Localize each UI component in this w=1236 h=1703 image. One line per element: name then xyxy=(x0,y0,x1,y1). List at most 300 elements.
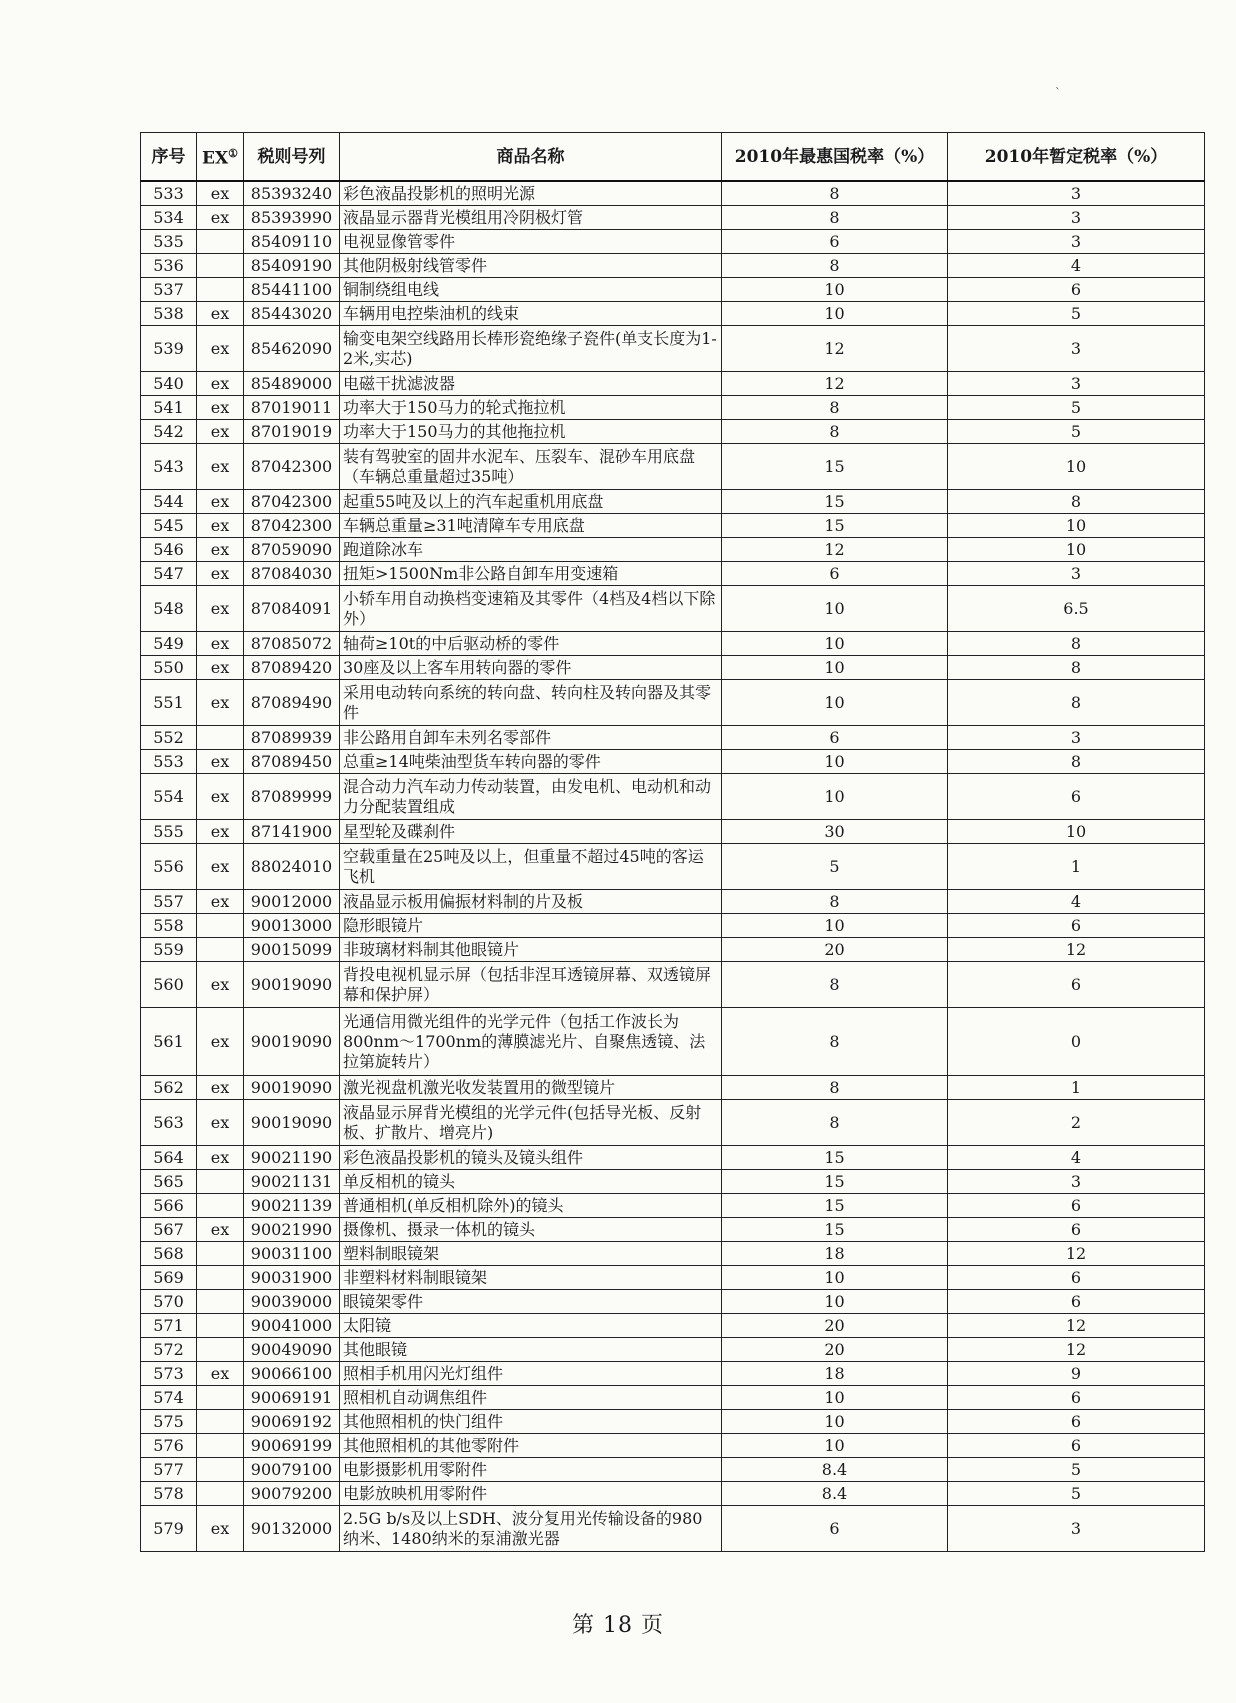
cell-ex: ex xyxy=(197,1146,244,1170)
table-row xyxy=(141,1434,1205,1458)
table-row xyxy=(141,1290,1205,1314)
cell-seq: 573 xyxy=(141,1362,197,1386)
header-provisional-rate: 2010年暂定税率（%） xyxy=(948,133,1205,182)
cell-seq: 564 xyxy=(141,1146,197,1170)
cell-mfn-rate: 18 xyxy=(722,1362,948,1386)
cell-mfn-rate: 6 xyxy=(722,562,948,586)
cell-provisional-rate: 4 xyxy=(948,254,1205,278)
table-row xyxy=(141,1506,1205,1552)
cell-ex: ex xyxy=(197,1076,244,1100)
table-row xyxy=(141,962,1205,1008)
cell-code: 90079100 xyxy=(244,1458,340,1482)
cell-provisional-rate: 5 xyxy=(948,302,1205,326)
cell-name: 彩色液晶投影机的照明光源 xyxy=(340,181,722,206)
cell-code: 87089490 xyxy=(244,680,340,726)
cell-ex: ex xyxy=(197,206,244,230)
cell-mfn-rate: 20 xyxy=(722,938,948,962)
cell-ex: ex xyxy=(197,656,244,680)
cell-mfn-rate: 10 xyxy=(722,680,948,726)
cell-provisional-rate: 4 xyxy=(948,1146,1205,1170)
cell-ex xyxy=(197,1458,244,1482)
table-row xyxy=(141,656,1205,680)
cell-mfn-rate: 20 xyxy=(722,1338,948,1362)
cell-code: 87089420 xyxy=(244,656,340,680)
cell-seq: 548 xyxy=(141,586,197,632)
cell-provisional-rate: 9 xyxy=(948,1362,1205,1386)
cell-mfn-rate: 15 xyxy=(722,1146,948,1170)
table-row xyxy=(141,1242,1205,1266)
cell-name: 铜制绕组电线 xyxy=(340,278,722,302)
cell-seq: 556 xyxy=(141,844,197,890)
cell-mfn-rate: 8 xyxy=(722,962,948,1008)
cell-ex: ex xyxy=(197,1008,244,1076)
cell-ex xyxy=(197,254,244,278)
cell-name: 电影摄影机用零附件 xyxy=(340,1458,722,1482)
cell-provisional-rate: 6 xyxy=(948,1386,1205,1410)
cell-ex xyxy=(197,230,244,254)
cell-seq: 578 xyxy=(141,1482,197,1506)
table-row xyxy=(141,844,1205,890)
cell-ex xyxy=(197,1242,244,1266)
cell-mfn-rate: 10 xyxy=(722,914,948,938)
cell-code: 90021190 xyxy=(244,1146,340,1170)
cell-seq: 539 xyxy=(141,326,197,372)
cell-mfn-rate: 12 xyxy=(722,326,948,372)
cell-provisional-rate: 5 xyxy=(948,1458,1205,1482)
cell-name: 空载重量在25吨及以上，但重量不超过45吨的客运飞机 xyxy=(340,844,722,890)
cell-code: 87042300 xyxy=(244,514,340,538)
cell-ex xyxy=(197,1482,244,1506)
cell-code: 87089450 xyxy=(244,750,340,774)
cell-code: 85393990 xyxy=(244,206,340,230)
cell-ex xyxy=(197,278,244,302)
cell-ex: ex xyxy=(197,632,244,656)
cell-code: 87042300 xyxy=(244,490,340,514)
cell-code: 87089999 xyxy=(244,774,340,820)
cell-name: 总重≥14吨柴油型货车转向器的零件 xyxy=(340,750,722,774)
cell-code: 87141900 xyxy=(244,820,340,844)
cell-seq: 565 xyxy=(141,1170,197,1194)
cell-seq: 576 xyxy=(141,1434,197,1458)
cell-name: 太阳镜 xyxy=(340,1314,722,1338)
cell-name: 采用电动转向系统的转向盘、转向柱及转向器及其零件 xyxy=(340,680,722,726)
cell-code: 87059090 xyxy=(244,538,340,562)
header-mfn-rate: 2010年最惠国税率（%） xyxy=(722,133,948,182)
cell-name: 塑料制眼镜架 xyxy=(340,1242,722,1266)
table-row xyxy=(141,444,1205,490)
cell-code: 85462090 xyxy=(244,326,340,372)
table-row xyxy=(141,774,1205,820)
table-row xyxy=(141,1218,1205,1242)
cell-name: 混合动力汽车动力传动装置，由发电机、电动机和动力分配装置组成 xyxy=(340,774,722,820)
cell-code: 90031100 xyxy=(244,1242,340,1266)
cell-ex: ex xyxy=(197,1362,244,1386)
cell-ex: ex xyxy=(197,538,244,562)
cell-seq: 563 xyxy=(141,1100,197,1146)
cell-code: 85393240 xyxy=(244,181,340,206)
table-row xyxy=(141,1266,1205,1290)
cell-provisional-rate: 0 xyxy=(948,1008,1205,1076)
scan-mark: ` xyxy=(1055,86,1061,100)
cell-seq: 562 xyxy=(141,1076,197,1100)
table-row xyxy=(141,538,1205,562)
cell-provisional-rate: 12 xyxy=(948,1338,1205,1362)
cell-code: 90019090 xyxy=(244,1008,340,1076)
cell-provisional-rate: 6 xyxy=(948,914,1205,938)
cell-name: 照相机自动调焦组件 xyxy=(340,1386,722,1410)
cell-code: 87042300 xyxy=(244,444,340,490)
cell-ex: ex xyxy=(197,586,244,632)
table-row xyxy=(141,181,1205,206)
cell-mfn-rate: 8 xyxy=(722,396,948,420)
cell-seq: 570 xyxy=(141,1290,197,1314)
cell-provisional-rate: 4 xyxy=(948,890,1205,914)
cell-name: 扭矩>1500Nm非公路自卸车用变速箱 xyxy=(340,562,722,586)
cell-seq: 574 xyxy=(141,1386,197,1410)
cell-mfn-rate: 10 xyxy=(722,750,948,774)
cell-code: 90021131 xyxy=(244,1170,340,1194)
cell-seq: 547 xyxy=(141,562,197,586)
cell-code: 87084091 xyxy=(244,586,340,632)
cell-ex: ex xyxy=(197,1100,244,1146)
cell-seq: 538 xyxy=(141,302,197,326)
cell-code: 90031900 xyxy=(244,1266,340,1290)
cell-name: 星型轮及碟刹件 xyxy=(340,820,722,844)
cell-mfn-rate: 10 xyxy=(722,656,948,680)
cell-code: 87019019 xyxy=(244,420,340,444)
cell-mfn-rate: 10 xyxy=(722,774,948,820)
cell-mfn-rate: 15 xyxy=(722,514,948,538)
cell-ex: ex xyxy=(197,326,244,372)
cell-provisional-rate: 8 xyxy=(948,750,1205,774)
cell-seq: 534 xyxy=(141,206,197,230)
table-row xyxy=(141,230,1205,254)
cell-provisional-rate: 10 xyxy=(948,538,1205,562)
cell-code: 87085072 xyxy=(244,632,340,656)
cell-ex: ex xyxy=(197,181,244,206)
table-row xyxy=(141,632,1205,656)
cell-seq: 568 xyxy=(141,1242,197,1266)
cell-provisional-rate: 3 xyxy=(948,181,1205,206)
cell-provisional-rate: 3 xyxy=(948,562,1205,586)
cell-mfn-rate: 8.4 xyxy=(722,1458,948,1482)
table-row xyxy=(141,680,1205,726)
cell-name: 激光视盘机激光收发装置用的微型镜片 xyxy=(340,1076,722,1100)
cell-seq: 544 xyxy=(141,490,197,514)
table-row xyxy=(141,890,1205,914)
cell-code: 85409110 xyxy=(244,230,340,254)
cell-name: 其他照相机的其他零附件 xyxy=(340,1434,722,1458)
cell-seq: 542 xyxy=(141,420,197,444)
cell-ex: ex xyxy=(197,1218,244,1242)
table-row xyxy=(141,1362,1205,1386)
table-row xyxy=(141,206,1205,230)
cell-name: 功率大于150马力的轮式拖拉机 xyxy=(340,396,722,420)
cell-name: 车辆用电控柴油机的线束 xyxy=(340,302,722,326)
cell-mfn-rate: 10 xyxy=(722,1386,948,1410)
cell-name: 背投电视机显示屏（包括非涅耳透镜屏幕、双透镜屏幕和保护屏） xyxy=(340,962,722,1008)
cell-provisional-rate: 8 xyxy=(948,490,1205,514)
cell-provisional-rate: 1 xyxy=(948,844,1205,890)
header-ex-footnote: ① xyxy=(228,147,239,161)
cell-mfn-rate: 15 xyxy=(722,1218,948,1242)
table-row xyxy=(141,1008,1205,1076)
cell-ex: ex xyxy=(197,820,244,844)
cell-code: 90066100 xyxy=(244,1362,340,1386)
cell-mfn-rate: 8 xyxy=(722,181,948,206)
cell-name: 其他眼镜 xyxy=(340,1338,722,1362)
cell-seq: 550 xyxy=(141,656,197,680)
cell-provisional-rate: 2 xyxy=(948,1100,1205,1146)
cell-provisional-rate: 10 xyxy=(948,514,1205,538)
cell-seq: 554 xyxy=(141,774,197,820)
cell-ex xyxy=(197,1194,244,1218)
cell-ex: ex xyxy=(197,514,244,538)
cell-provisional-rate: 12 xyxy=(948,1242,1205,1266)
table-row xyxy=(141,586,1205,632)
cell-name: 电磁干扰滤波器 xyxy=(340,372,722,396)
cell-ex: ex xyxy=(197,372,244,396)
cell-name: 跑道除冰车 xyxy=(340,538,722,562)
cell-provisional-rate: 12 xyxy=(948,938,1205,962)
cell-seq: 557 xyxy=(141,890,197,914)
cell-provisional-rate: 6 xyxy=(948,1266,1205,1290)
cell-code: 90069199 xyxy=(244,1434,340,1458)
cell-ex xyxy=(197,726,244,750)
cell-ex: ex xyxy=(197,490,244,514)
cell-provisional-rate: 8 xyxy=(948,632,1205,656)
cell-provisional-rate: 6.5 xyxy=(948,586,1205,632)
table-row xyxy=(141,1482,1205,1506)
cell-mfn-rate: 12 xyxy=(722,538,948,562)
cell-provisional-rate: 6 xyxy=(948,1410,1205,1434)
table-row xyxy=(141,562,1205,586)
cell-mfn-rate: 6 xyxy=(722,230,948,254)
table-row xyxy=(141,914,1205,938)
table-row xyxy=(141,490,1205,514)
cell-code: 90069191 xyxy=(244,1386,340,1410)
cell-mfn-rate: 15 xyxy=(722,490,948,514)
cell-mfn-rate: 10 xyxy=(722,632,948,656)
cell-seq: 559 xyxy=(141,938,197,962)
cell-seq: 543 xyxy=(141,444,197,490)
cell-code: 85489000 xyxy=(244,372,340,396)
table-row xyxy=(141,514,1205,538)
cell-mfn-rate: 6 xyxy=(722,726,948,750)
cell-ex xyxy=(197,938,244,962)
cell-code: 90041000 xyxy=(244,1314,340,1338)
table-row xyxy=(141,1170,1205,1194)
cell-provisional-rate: 5 xyxy=(948,396,1205,420)
cell-provisional-rate: 5 xyxy=(948,420,1205,444)
cell-code: 87084030 xyxy=(244,562,340,586)
cell-provisional-rate: 3 xyxy=(948,726,1205,750)
cell-mfn-rate: 8 xyxy=(722,1076,948,1100)
cell-seq: 558 xyxy=(141,914,197,938)
cell-code: 90039000 xyxy=(244,1290,340,1314)
cell-mfn-rate: 8 xyxy=(722,254,948,278)
cell-mfn-rate: 30 xyxy=(722,820,948,844)
cell-seq: 537 xyxy=(141,278,197,302)
table-row xyxy=(141,750,1205,774)
cell-name: 液晶显示板用偏振材料制的片及板 xyxy=(340,890,722,914)
cell-provisional-rate: 8 xyxy=(948,656,1205,680)
table-row xyxy=(141,372,1205,396)
cell-provisional-rate: 3 xyxy=(948,230,1205,254)
cell-ex: ex xyxy=(197,1506,244,1552)
cell-name: 液晶显示屏背光模组的光学元件(包括导光板、反射板、扩散片、增亮片) xyxy=(340,1100,722,1146)
table-row xyxy=(141,302,1205,326)
cell-ex xyxy=(197,1434,244,1458)
cell-name: 液晶显示器背光模组用冷阴极灯管 xyxy=(340,206,722,230)
table-row xyxy=(141,278,1205,302)
cell-code: 90049090 xyxy=(244,1338,340,1362)
cell-name: 起重55吨及以上的汽车起重机用底盘 xyxy=(340,490,722,514)
cell-ex: ex xyxy=(197,420,244,444)
cell-ex: ex xyxy=(197,680,244,726)
cell-seq: 561 xyxy=(141,1008,197,1076)
cell-mfn-rate: 15 xyxy=(722,444,948,490)
cell-provisional-rate: 1 xyxy=(948,1076,1205,1100)
cell-name: 隐形眼镜片 xyxy=(340,914,722,938)
cell-mfn-rate: 10 xyxy=(722,1266,948,1290)
cell-seq: 536 xyxy=(141,254,197,278)
cell-provisional-rate: 3 xyxy=(948,1170,1205,1194)
cell-ex: ex xyxy=(197,396,244,420)
cell-name: 眼镜架零件 xyxy=(340,1290,722,1314)
cell-mfn-rate: 6 xyxy=(722,1506,948,1552)
cell-seq: 555 xyxy=(141,820,197,844)
cell-seq: 553 xyxy=(141,750,197,774)
tariff-body xyxy=(141,181,1205,1552)
cell-ex xyxy=(197,1266,244,1290)
cell-name: 彩色液晶投影机的镜头及镜头组件 xyxy=(340,1146,722,1170)
cell-ex: ex xyxy=(197,962,244,1008)
cell-code: 90019090 xyxy=(244,1100,340,1146)
cell-mfn-rate: 20 xyxy=(722,1314,948,1338)
cell-code: 90132000 xyxy=(244,1506,340,1552)
cell-ex: ex xyxy=(197,750,244,774)
table-row xyxy=(141,1338,1205,1362)
cell-code: 85443020 xyxy=(244,302,340,326)
cell-seq: 546 xyxy=(141,538,197,562)
cell-name: 30座及以上客车用转向器的零件 xyxy=(340,656,722,680)
cell-code: 87089939 xyxy=(244,726,340,750)
table-row xyxy=(141,420,1205,444)
table-row xyxy=(141,1146,1205,1170)
table-row xyxy=(141,1194,1205,1218)
table-row xyxy=(141,1314,1205,1338)
cell-provisional-rate: 10 xyxy=(948,444,1205,490)
cell-seq: 572 xyxy=(141,1338,197,1362)
cell-seq: 575 xyxy=(141,1410,197,1434)
cell-seq: 551 xyxy=(141,680,197,726)
table-row xyxy=(141,1410,1205,1434)
cell-seq: 560 xyxy=(141,962,197,1008)
cell-mfn-rate: 8 xyxy=(722,1100,948,1146)
table-row xyxy=(141,326,1205,372)
cell-mfn-rate: 15 xyxy=(722,1194,948,1218)
cell-code: 87019011 xyxy=(244,396,340,420)
cell-name: 其他阴极射线管零件 xyxy=(340,254,722,278)
table-row xyxy=(141,1100,1205,1146)
cell-code: 90019090 xyxy=(244,962,340,1008)
cell-seq: 579 xyxy=(141,1506,197,1552)
cell-ex xyxy=(197,1410,244,1434)
cell-provisional-rate: 8 xyxy=(948,680,1205,726)
cell-seq: 567 xyxy=(141,1218,197,1242)
cell-seq: 569 xyxy=(141,1266,197,1290)
cell-ex xyxy=(197,914,244,938)
cell-provisional-rate: 6 xyxy=(948,1194,1205,1218)
cell-name: 普通相机(单反相机除外)的镜头 xyxy=(340,1194,722,1218)
table-row xyxy=(141,726,1205,750)
cell-name: 输变电架空线路用长棒形瓷绝缘子瓷件(单支长度为1-2米,实芯) xyxy=(340,326,722,372)
cell-mfn-rate: 5 xyxy=(722,844,948,890)
table-row xyxy=(141,820,1205,844)
page-footer: 第 18 页 xyxy=(572,1613,664,1638)
cell-name: 光通信用微光组件的光学元件（包括工作波长为800nm～1700nm的薄膜滤光片、自聚焦透镜、法拉第旋转片） xyxy=(340,1008,722,1076)
cell-name: 电视显像管零件 xyxy=(340,230,722,254)
cell-mfn-rate: 8 xyxy=(722,890,948,914)
cell-name: 电影放映机用零附件 xyxy=(340,1482,722,1506)
table-row xyxy=(141,1458,1205,1482)
cell-ex xyxy=(197,1338,244,1362)
cell-ex: ex xyxy=(197,444,244,490)
cell-seq: 545 xyxy=(141,514,197,538)
cell-provisional-rate: 6 xyxy=(948,1218,1205,1242)
cell-code: 90013000 xyxy=(244,914,340,938)
cell-mfn-rate: 10 xyxy=(722,1410,948,1434)
cell-name: 非塑料材料制眼镜架 xyxy=(340,1266,722,1290)
cell-seq: 535 xyxy=(141,230,197,254)
cell-mfn-rate: 10 xyxy=(722,586,948,632)
cell-mfn-rate: 15 xyxy=(722,1170,948,1194)
cell-seq: 540 xyxy=(141,372,197,396)
cell-provisional-rate: 3 xyxy=(948,372,1205,396)
cell-provisional-rate: 6 xyxy=(948,1290,1205,1314)
cell-name: 摄像机、摄录一体机的镜头 xyxy=(340,1218,722,1242)
cell-seq: 571 xyxy=(141,1314,197,1338)
table-row xyxy=(141,254,1205,278)
table-row xyxy=(141,396,1205,420)
cell-ex: ex xyxy=(197,774,244,820)
table-row xyxy=(141,1076,1205,1100)
header-code: 税则号列 xyxy=(244,133,340,182)
cell-mfn-rate: 8.4 xyxy=(722,1482,948,1506)
cell-provisional-rate: 6 xyxy=(948,1434,1205,1458)
cell-name: 车辆总重量≥31吨清障车专用底盘 xyxy=(340,514,722,538)
cell-code: 90079200 xyxy=(244,1482,340,1506)
cell-name: 装有驾驶室的固井水泥车、压裂车、混砂车用底盘 （车辆总重量超过35吨） xyxy=(340,444,722,490)
cell-name: 非公路用自卸车未列名零部件 xyxy=(340,726,722,750)
cell-mfn-rate: 10 xyxy=(722,1434,948,1458)
cell-code: 88024010 xyxy=(244,844,340,890)
cell-mfn-rate: 10 xyxy=(722,1290,948,1314)
cell-provisional-rate: 3 xyxy=(948,326,1205,372)
cell-ex: ex xyxy=(197,562,244,586)
cell-mfn-rate: 10 xyxy=(722,278,948,302)
header-row xyxy=(141,133,1205,182)
cell-seq: 577 xyxy=(141,1458,197,1482)
table-row xyxy=(141,938,1205,962)
header-name: 商品名称 xyxy=(340,133,722,182)
cell-name: 功率大于150马力的其他拖拉机 xyxy=(340,420,722,444)
cell-name: 其他照相机的快门组件 xyxy=(340,1410,722,1434)
cell-ex: ex xyxy=(197,844,244,890)
cell-provisional-rate: 3 xyxy=(948,1506,1205,1552)
cell-ex xyxy=(197,1386,244,1410)
